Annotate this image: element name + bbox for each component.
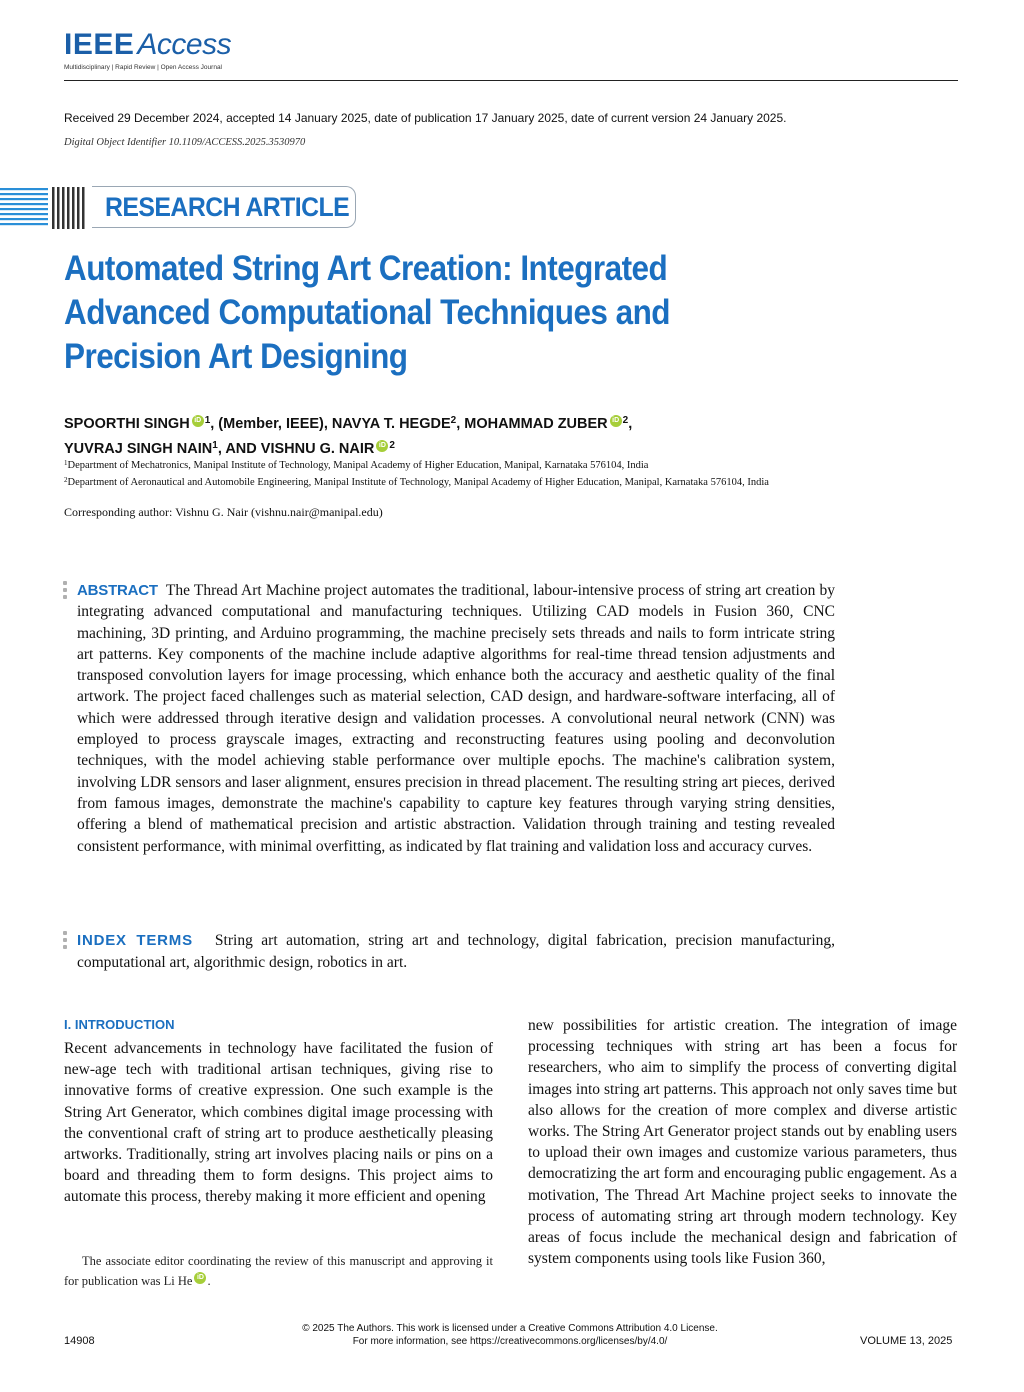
author-name: , AND VISHNU G. NAIR [217, 441, 375, 457]
affiliations [64, 456, 844, 490]
license-line: © 2025 The Authors. This work is licensed under a Creative Commons Attribution 4.0 License. [302, 1323, 718, 1334]
volume-label: VOLUME 13, 2025 [860, 1335, 953, 1347]
article-type-label: RESEARCH ARTICLE [105, 192, 350, 222]
index-terms-label: INDEX TERMS [77, 932, 193, 949]
affiliation-text: Department of Mechatronics, Manipal Institute of Technology, Manipal Academy of Higher Education, Manipal, Karnataka 576104, India [67, 460, 649, 471]
abstract-label: ABSTRACT [77, 582, 158, 599]
affiliation-marker: 1 [212, 440, 218, 451]
affiliation-marker: 2 [622, 415, 629, 426]
affiliation-marker: 2 [450, 415, 457, 426]
banner-bars-icon [50, 186, 90, 230]
title-line: Advanced Computational Techniques and [64, 293, 671, 332]
received-dates: Received 29 December 2024, accepted 14 January 2025, date of publication 17 January 2025, date of current version 24 January 2025. [64, 111, 787, 125]
abstract [77, 580, 835, 857]
page-number: 14908 [64, 1335, 95, 1347]
author-name: YUVRAJ SINGH NAIN [64, 441, 213, 457]
banner-stripes-icon [0, 186, 48, 230]
footnote-end: . [207, 1274, 211, 1288]
orcid-icon[interactable]: iD [610, 415, 622, 427]
section-heading: I. INTRODUCTION [64, 1017, 175, 1032]
affiliation-marker: 2 [389, 440, 395, 451]
article-title [64, 247, 824, 379]
footnote-text: The associate editor coordinating the review of this manuscript and approving it for publication was Li He [64, 1254, 493, 1288]
logo-ieee: IEEE [64, 28, 135, 61]
abstract-dots-icon [63, 581, 69, 602]
intro-right-column: new possibilities for artistic creation. The integration of image processing techniques with string art has been a focus for researchers, who aim to simplify the process of converting digital images into string art patterns. This approach not only saves time but also allows for the creation of more complex and diverse artistic works. The String Art Generator project stands out by enabling users to upload their own images and customize various parameters, thus democratizing the art form and encouraging public engagement. As a motivation, The Thread Art Machine project seeks to innovate the process of automating string art through modern technology. Key areas of focus include the mechanical design and fabrication of system components using tools like Fusion 360, [528, 1017, 957, 1268]
license-notice [200, 1322, 820, 1348]
orcid-icon[interactable]: iD [192, 415, 204, 427]
author-list [64, 410, 964, 460]
author-name: , MOHAMMAD ZUBER [456, 416, 608, 432]
editor-footnote [64, 1251, 493, 1291]
affiliation-number: 2 [64, 476, 68, 484]
affiliation-item [64, 473, 844, 490]
license-link[interactable]: For more information, see https://creativecommons.org/licenses/by/4.0/ [352, 1336, 668, 1347]
affiliation-item [64, 456, 844, 473]
header-rule [64, 80, 958, 81]
affiliation-marker: 1 [204, 415, 211, 426]
journal-logo [64, 30, 364, 71]
doi: Digital Object Identifier 10.1109/ACCESS.2025.3530970 [64, 137, 306, 148]
intro-left-column: Recent advancements in technology have facilitated the fusion of new-age tech with traditional artisan techniques, giving rise to innovative forms of creative expression. One such example is the String Art Generator, which combines digital image processing with the conventional craft of string art to produce aesthetically pleasing artworks. Traditionally, string art involves placing nails or pins on a board and threading them to form designs. This project aims to automate this process, thereby making it more efficient and opening [64, 1040, 493, 1206]
index-terms-dots-icon [63, 931, 69, 952]
affiliation-number: 1 [64, 459, 68, 467]
index-terms [77, 930, 835, 973]
orcid-icon[interactable]: iD [376, 440, 388, 452]
title-line: Automated String Art Creation: Integrated [64, 249, 668, 288]
corresponding-author: Corresponding author: Vishnu G. Nair (vishnu.nair@manipal.edu) [64, 505, 383, 519]
affiliation-text: Department of Aeronautical and Automobile Engineering, Manipal Institute of Technology, Manipal Academy of Higher Education, Manipal, Karnataka 576104, India [67, 477, 769, 488]
author-name: SPOORTHI SINGH [64, 416, 190, 432]
index-terms-text: String art automation, string art and technology, digital fabrication, precision manufacturing, computational art, algorithmic design, robotics in art. [77, 932, 836, 971]
logo-access: Access [137, 28, 232, 61]
logo-tagline: Multidisciplinary | Rapid Review | Open Access Journal [64, 64, 222, 71]
author-separator: , [628, 416, 633, 432]
orcid-icon[interactable]: iD [194, 1272, 206, 1284]
abstract-text: The Thread Art Machine project automates the traditional, labour-intensive process of string art creation by integrating advanced computational and manufacturing techniques. Utilizing CAD models in Fusion 360, CNC machining, 3D printing, and Arduino programming, the machine precisely sets threads and nails to form intricate string art patterns. Key components of the machine include adaptive algorithms for real-time thread tension adjustments and transposed convolution layers for image processing, which enhance both the accuracy and aesthetic quality of the final artwork. The project faced challenges such as material selection, CAD design, and hardware-software interfacing, all of which were addressed through iterative design and validation processes. A convolutional neural network (CNN) was employed to process grayscale images, extracting and reconstructing features using pooling and deconvolution techniques, with the model achieving stable performance over multiple epochs. The machine's calibration system, involving LDR sensors and laser alignment, ensures precision in thread placement. The resulting string art pieces, derived from famous images, demonstrate the machine's capability to capture key features through varying string densities, offering a blend of mathematical precision and artistic abstraction. Validation through training and testing revealed consistent performance, with minimal overfitting, as indicated by flat training and validation loss and accuracy curves. [77, 582, 835, 855]
author-name: , (Member, IEEE), NAVYA T. HEGDE [210, 416, 451, 432]
title-line: Precision Art Designing [64, 337, 408, 376]
